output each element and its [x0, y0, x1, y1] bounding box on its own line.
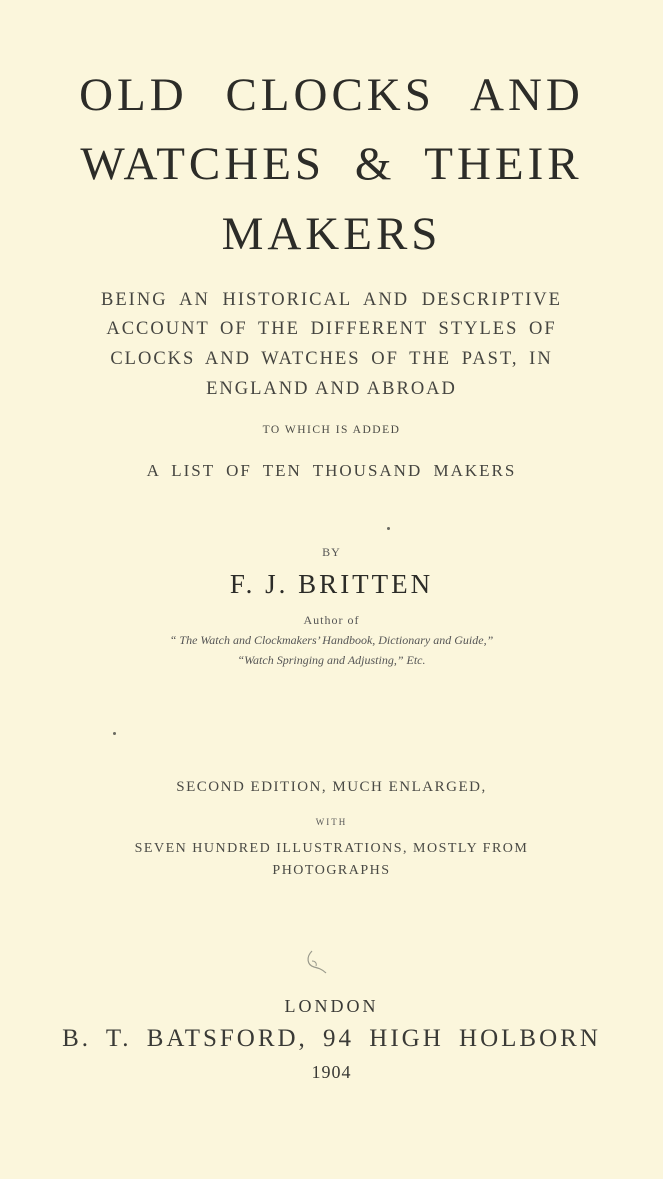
with-label: WITH	[315, 817, 348, 827]
subtitle-line-4: ENGLAND AND ABROAD	[206, 379, 457, 399]
title-line-2: WATCHES & THEIR	[80, 138, 583, 190]
works-line-1: “ The Watch and Clockmakers’ Handbook, Dictionary and Guide,”	[169, 633, 494, 647]
edition-line-1: SECOND EDITION, MUCH ENLARGED,	[176, 779, 487, 795]
added-note: TO WHICH IS ADDED	[262, 424, 401, 436]
subtitle-line-3: CLOCKS AND WATCHES OF THE PAST, IN	[110, 349, 553, 369]
by-label: BY	[322, 545, 341, 559]
title-line-3: MAKERS	[221, 208, 442, 260]
title-line-1: OLD CLOCKS AND	[79, 69, 584, 121]
speck-mark	[387, 527, 390, 530]
imprint-publisher: B. T. BATSFORD, 94 HIGH HOLBORN	[62, 1025, 601, 1052]
author-name: F. J. BRITTEN	[229, 569, 434, 599]
imprint-year: 1904	[311, 1062, 352, 1082]
publisher-ornament-icon	[302, 947, 332, 977]
edition-line-3: PHOTOGRAPHS	[272, 863, 391, 878]
makers-list-line: A LIST OF TEN THOUSAND MAKERS	[146, 461, 517, 480]
edition-line-2: SEVEN HUNDRED ILLUSTRATIONS, MOSTLY FROM	[134, 841, 529, 856]
author-of-label: Author of	[303, 613, 360, 627]
speck-mark	[113, 732, 116, 735]
works-line-2: “Watch Springing and Adjusting,” Etc.	[237, 653, 426, 667]
subtitle-line-1: BEING AN HISTORICAL AND DESCRIPTIVE	[101, 290, 562, 310]
subtitle-line-2: ACCOUNT OF THE DIFFERENT STYLES OF	[106, 319, 557, 339]
imprint-city: LONDON	[284, 996, 379, 1016]
